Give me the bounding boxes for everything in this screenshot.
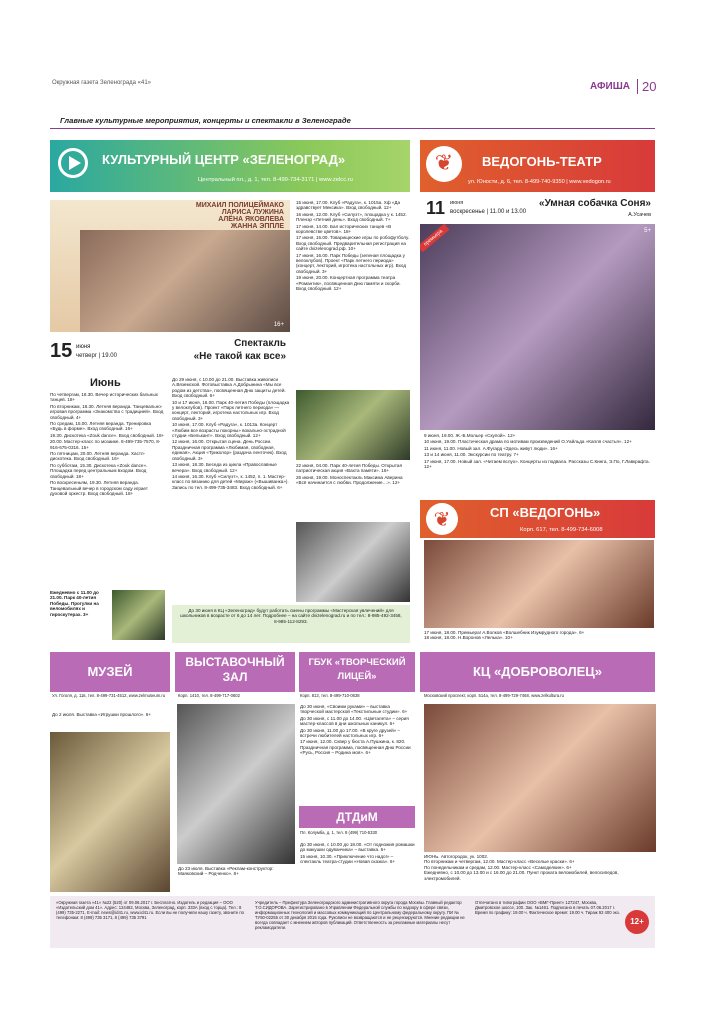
kc-poster-photo bbox=[80, 230, 290, 332]
ved-author: А.Усачев bbox=[628, 212, 651, 218]
ved-event: 10 июня, 19.00. Пластическая драма по мотивам произведений О.Уайльда «Капля счастья». 12+ bbox=[424, 439, 632, 445]
lyceum-address: Корп. 813, тел. 8-499-710-0638 bbox=[300, 693, 360, 698]
section-label: АФИША bbox=[590, 81, 630, 92]
museum-header bbox=[50, 652, 170, 692]
museum-title: МУЗЕЙ bbox=[87, 664, 133, 679]
hall-header bbox=[175, 652, 295, 692]
cast-4: ЖАННА ЭППЛЕ bbox=[230, 223, 284, 230]
dobro-event: Ежедневно, с 10.00 до 13.00 и с 16.00 до 21.00. Пункт проката веломобилей, велосипедов, электромобилей. bbox=[424, 870, 619, 881]
dobro-header bbox=[420, 652, 655, 692]
kc-address: Центральный пл., д. 1, тел. 8-499-734-3171 | www.zelcc.ru bbox=[198, 177, 353, 183]
kc-event: 17 июня, 14.00. Бал исторических танцев «В королевстве цветов». 18+ bbox=[296, 223, 392, 235]
sp-events bbox=[424, 630, 654, 646]
kc-event: До 29 июня, с 10.00 до 21.00. Выставка живописи А.Вяземской. Фотовыставка А.Добрынина «Мы все родом из детства», посвященная Дню защиты детей. Вход свободный. 6+ bbox=[172, 377, 286, 399]
cast-1: МИХАИЛ ПОЛИЦЕЙМАКО bbox=[195, 202, 284, 209]
kc-park-note: Ежедневно с 11.00 до 21.00. Парк 40-летия Победы. Прогулки на веломобилях и гироскутерах. 3+ bbox=[50, 590, 99, 617]
kc-event: 15 июня, 17.00. Клуб «Радуга», к. 1015а. Хф «Да здравствует Мексика». Вход свободный. 12+ bbox=[296, 200, 401, 211]
kc-footer-note bbox=[172, 605, 410, 643]
dobro-photo bbox=[424, 704, 656, 852]
dobro-event: По вторникам и четвергам, 12.00. Мастер-класс «Веселые краски». 6+ bbox=[424, 859, 575, 865]
lyceum-title: ГБУК «ТВОРЧЕСКИЙ ЛИЦЕЙ» bbox=[308, 657, 406, 682]
kc-event: 14 июня, 16.30. Клуб «Силуэт», к. 1452, п. 1. Мастер-класс по вязанию для детей «Мираж» («Вышиванка»). Запись по тел. 8-499-735-3483. Вход свободный. 6+ bbox=[172, 473, 289, 490]
museum-address: Ул. Гоголя, д. 11в, тел. 8-499-731-4512, www.zelmuseum.ru bbox=[52, 693, 166, 698]
ved-logo-icon: ❦ bbox=[426, 146, 462, 182]
dobro-event: ИЮНЬ. Автогородок, ук. 1002. bbox=[424, 854, 489, 859]
kc-event: 12 июня, 16.00. Открытая сцена. День России. Праздничная программа «Любимая, свободная, единая». Акция «Триколор» (раздача ленточек). Вход свободный. 3+ bbox=[172, 439, 287, 461]
lyceum-event: До 30 июня, с 11.00 до 14.00. «Цветалета» – серия мастер-классов в дни школьных каникул. 6+ bbox=[300, 715, 409, 727]
dtdim-title: ДТДиМ bbox=[336, 810, 378, 824]
lyceum-event: До 30 июня, «Своими руками» – выставка творческой мастерской «Текстильные студии». 6+ bbox=[300, 704, 408, 715]
hall-address: Корп. 1410, тел. 8-499-717-0602 bbox=[178, 693, 240, 698]
dobro-event: По понедельникам и средам, 12.00. Мастер-класс «Самоделкин». 6+ bbox=[424, 864, 572, 870]
lyceum-event: До 30 июня, 11.00 до 17.00. «В круге друзей» – встречи любителей настольных игр. 6+ bbox=[300, 727, 401, 739]
age-rating-badge: 12+ bbox=[625, 910, 649, 934]
dobro-title: КЦ «ДОБРОВОЛЕЦ» bbox=[473, 664, 602, 679]
ved-event: 9 июня, 19.00. Ж.-Б.Мольер «Скупой». 12+ bbox=[424, 433, 516, 438]
page-number: 20 bbox=[637, 79, 656, 94]
newspaper-name: Окружная газета Зеленограда «41» bbox=[52, 80, 152, 86]
kc-weekday: четверг | 19.00 bbox=[76, 353, 117, 359]
kc-event: По субботам, 15.30. Дискотека «Zouk dance». Площадка перед центральным входом. Вход свободный. 18+ bbox=[50, 462, 148, 479]
kc-event: 16 июня, 12.00. Клуб «Силуэт», площадка у к. 1452. Пленэр «Летний день». Вход свободный. 7+ bbox=[296, 211, 407, 223]
kc-show-kind: Спектакль bbox=[234, 338, 286, 349]
kc-june-title: Июнь bbox=[90, 377, 121, 389]
memorial-photo bbox=[296, 390, 410, 460]
footer-col-2: Учредитель – Префектура Зеленоградского административного округа города Москвы. Главный редактор Т.О.СИДОРОВА. Зарегистрировано в Управлении Федеральной службы по надзору в сфере связи, информационных технологий и массовых коммуникаций по Центральному федеральному округу. ПИ № ТУ50-02255 от 30 декабря 2015 года. Рукописи не возвращаются и не рецензируются. Мнение редакции не всегда совпадает с мнением авторов публикаций. Ответственность за рекламные материалы несут рекламодатели. bbox=[255, 900, 465, 930]
premiere-badge: премьера bbox=[420, 224, 449, 252]
kc-event: 20.00. Мастер-класс по мозаике. 8-499-735-7570, 8-916-675-0316. 15+ bbox=[50, 439, 161, 450]
kc-event: 17 июня, 16.00. Парк Победы (зеленая площадка у велоклубов). Проект «Парк летнего периода» (концерт, лекторий, игротека настольных игр). Вход свободный. 3+ bbox=[296, 252, 407, 274]
ved-date-block bbox=[420, 196, 655, 222]
dtdim-header bbox=[299, 806, 415, 828]
dtdim-event: До 30 июня, с 10.00 до 18.00. «От подножия ромашки до макушки одуванчика» – выставка. 6+ bbox=[300, 842, 415, 853]
ved-day: 11 bbox=[426, 198, 446, 218]
kc-event: По пятницам, 20.00. Летняя веранда. Хастл-дискотека. Вход свободный. 16+ bbox=[50, 451, 146, 462]
ved-month: июня bbox=[450, 200, 464, 206]
page-headline: Главные культурные мероприятия, концерты и спектакли в Зеленограде bbox=[60, 116, 351, 125]
sp-header bbox=[420, 500, 655, 538]
kc-event: 13 июня, 18.30. Беседа из цикла «Православные вечера». Вход свободный. 12+ bbox=[172, 462, 277, 473]
kc-date-block bbox=[50, 338, 290, 370]
headline-rule bbox=[50, 128, 655, 129]
sp-photo bbox=[424, 540, 654, 628]
cast-2: ЛАРИСА ЛУЖИНА bbox=[221, 209, 284, 216]
kc-event: 10 и 17 июня, 16.00. Парк 40-летия Победы (площадка у велоклубов). Проект «Парк летнего периода» — концерт, лекторий, игротека настольных игр. Вход свободный. 3+ bbox=[172, 399, 290, 421]
kc-event: 19 июня, 20.00. Концертная программа театра «Романтик», посвященная Дню памяти и скорби. Вход свободный. 12+ bbox=[296, 275, 401, 292]
sp-event: 18 июня, 18.00. Н.Воронов «Лелька». 10+ bbox=[424, 635, 513, 641]
hall-title: ВЫСТАВОЧНЫЙ ЗАЛ bbox=[185, 655, 285, 684]
kc-column-3b bbox=[296, 463, 410, 519]
sp-address: Корп. 617, тел. 8-499-734-6008 bbox=[520, 527, 603, 533]
museum-photo bbox=[50, 732, 170, 892]
kc-event: 26 июня, 19.00. Моноспектакль Максима Аверина «Всё начинается с любви. Продолжение…». 12+ bbox=[296, 474, 403, 486]
kc-column-1 bbox=[50, 392, 165, 588]
sp-title: СП «ВЕДОГОНЬ» bbox=[490, 505, 601, 520]
kc-event: По вторникам, 18.30. Летняя веранда. Танцевально-игровая программа «Знакомство с традицией». Вход свободный. 4+ bbox=[50, 403, 164, 420]
kc-column-2 bbox=[172, 377, 290, 599]
kc-event: 10 июня, 17.00. Клуб «Радуга», к. 1013а. Концерт «Любим все возрасты покорны» вокально-эстрадной студии «Белькант». Вход свободный. 12+ bbox=[172, 422, 286, 439]
dobro-events bbox=[424, 854, 656, 894]
hall-photo bbox=[177, 704, 295, 864]
ved-photo bbox=[420, 224, 655, 430]
ved-address: ул. Юности, д. 6, тел. 8-499-740-9350 | www.vedogon.ru bbox=[468, 179, 611, 185]
museum-event: До 2 июля. Выставка «Игрушки прошлого». 6+ bbox=[52, 712, 152, 717]
ved-weekday: воскресенье | 11.00 и 13.00 bbox=[450, 209, 527, 215]
kc-cast bbox=[196, 202, 284, 230]
ved-title: ВЕДОГОНЬ-ТЕАТР bbox=[482, 154, 602, 169]
kc-event: По средам, 15.00. Летняя веранда. Тренировка «Будь в форме». Вход свободный. 16+ bbox=[50, 421, 152, 432]
dtdim-address: Пл. Колумба, д. 1, тел. 8 (499) 710-5330 bbox=[300, 830, 378, 835]
ved-header bbox=[420, 140, 655, 192]
ved-show-name: «Умная собачка Соня» bbox=[539, 198, 651, 209]
cast-3: АЛЁНА ЯКОВЛЕВА bbox=[218, 216, 284, 223]
ved-event: 17 июня, 17.00. Новый зал. «Читаем вслух». Концерты из подвала. Рассказы С.Кинга, Э.По, Г.Лавкрафта. 12+ bbox=[424, 458, 650, 470]
sp-logo-icon: ❦ bbox=[426, 503, 458, 535]
footer-col-1: «Окружная газета «41» №22 (520) от 09.06.2017 г. Бесплатно. Издатель и редакция – ООО «Издательский дом 41». Адрес: 124482, Москва, Зеленоград, корп. 333А (вход с торца). Тел.: 8 (499) 735-2271. E-mail: news@id41.ru, www.id41.ru. Если вы не получили нашу газету, звоните по телефонам: 8 (499) 735 3171, 8 (499) 735 3791 bbox=[56, 900, 244, 920]
kc-event: По четвергам, 18.30. Вечер исторических бальных танцев. 18+ bbox=[50, 392, 158, 403]
issue-line: №22 (520) Пятница, 9 июня 2017 года bbox=[55, 101, 166, 108]
ved-age: 5+ bbox=[644, 228, 651, 234]
kc-column-3 bbox=[296, 200, 410, 388]
kc-poster bbox=[50, 200, 290, 332]
kc-show-name: «Не такой как все» bbox=[193, 351, 286, 362]
ved-events bbox=[424, 433, 654, 499]
kc-event: 19.30. Дискотека «Zouk dance». Вход свободный. 18+ bbox=[50, 432, 165, 438]
dtdim-events bbox=[300, 842, 415, 894]
kc-month: июня bbox=[76, 344, 91, 350]
footer bbox=[50, 896, 655, 948]
lyceum-header bbox=[299, 652, 415, 692]
kc-event: По воскресеньям, 19.30. Летняя веранда. Танцевальный вечер в городском саду играет духовой оркестр. Вход свободный. 18+ bbox=[50, 480, 148, 496]
averin-photo bbox=[296, 522, 410, 602]
park-photo bbox=[112, 590, 165, 640]
footer-col-3: Отпечатано в типографии ООО «ВМГ-Принт» 127247, Москва, Дмитровское шоссе, 100. Зак. №1461. Подписано в печать 07.06.2017 г. Время по графику: 19.00 ч. Фактическое время: 19.00 ч. Тираж 92 400 экз. bbox=[475, 900, 620, 915]
lyceum-events bbox=[300, 704, 415, 802]
lyceum-event: 17 июня, 12.00. Сквер у бюста А.Пушкина, к. 820. Праздничная программа, посвященная Дню России «Русь, Россия – Родина моя». 6+ bbox=[300, 739, 411, 756]
kc-day: 15 bbox=[50, 340, 73, 362]
kc-event: 22 июня, 04.00. Парк 40-летия Победы. Открытая патриотическая акция «Вахта памяти». 16+ bbox=[296, 463, 402, 474]
dobro-address: Московский проспект, корп. 514а, тел. 8-499-729-7468, www.zelkultura.ru bbox=[424, 693, 564, 698]
kc-age: 16+ bbox=[273, 322, 284, 328]
header-strip bbox=[50, 77, 635, 99]
kc-logo-icon bbox=[58, 148, 88, 178]
sp-event: 17 июня, 18.00. Премьера! А.Волков «Волшебник Изумрудного города». 6+ bbox=[424, 630, 585, 635]
kc-header bbox=[50, 140, 410, 192]
hall-event: До 23 июля. Выставка «Реклам-конструктор: Маяковский – Родченко». 6+ bbox=[178, 866, 274, 877]
kc-event: 17 июня, 15.00. Товарищеские игры по робофутболу. Вход свободный. Предварительная регистрация на сайте dvizelenograd.рф. 10+ bbox=[296, 235, 410, 252]
kc-footer-text: До 30 июня в КЦ «Зеленоград» будут работать смены программы «Мастерская увлечений» для школьников в возрасте от 6 до 14 лет. Подробнее – на сайте dvizelenograd.ru и по тел.: 8-985-492-3458, 8-985-112-8293. bbox=[180, 608, 402, 624]
kc-title: КУЛЬТУРНЫЙ ЦЕНТР «ЗЕЛЕНОГРАД» bbox=[102, 152, 346, 167]
ved-event: 11 июня, 11.00. Новый зал. А.Фугард «Здесь живут люди». 16+ bbox=[424, 445, 558, 451]
dtdim-event: 15 июня, 10.30. «Приключение что надо!» – спектакль театра-студии «Новая сказка». 6+ bbox=[300, 853, 396, 865]
ved-event: 13 и 14 июня, 11.00. Экскурсии по театру. 7+ bbox=[424, 452, 519, 458]
